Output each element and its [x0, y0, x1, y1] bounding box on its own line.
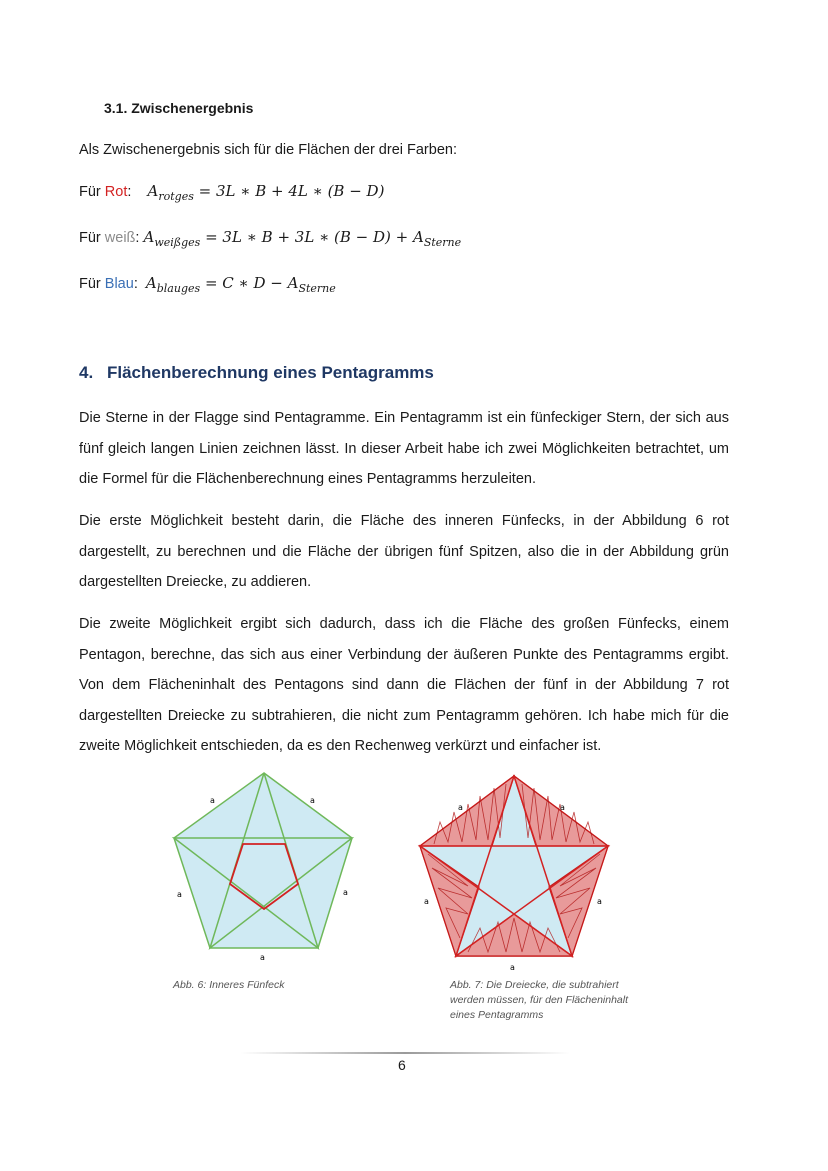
side-label: a	[343, 888, 348, 897]
formula-blue: Für Blau: $A_{blauges} = C$ ∗ $D - A_{Sterne}$	[79, 274, 336, 295]
formula-red: Für Rot: $A_{rotges} = 3L$ ∗ B + 4L ∗ (B − D)	[79, 182, 385, 203]
formula-expression: $A_{rotges} = 3L$ ∗ B + 4L ∗ (B − D)	[147, 182, 385, 203]
side-label: a	[260, 953, 265, 962]
side-label: a	[310, 796, 315, 805]
color-word-blue: Blau	[104, 276, 134, 292]
figure-6-inner-pentagon	[160, 765, 370, 975]
intro-text: Als Zwischenergebnis sich für die Flächen der drei Farben:	[79, 142, 457, 158]
formula-prefix: Für	[79, 276, 101, 292]
side-label: a	[210, 796, 215, 805]
formula-white: Für weiß: $A_{weißges} = 3L$ ∗ B + 3L ∗ $(B - D) + A_{Sterne}$	[79, 228, 462, 249]
side-label: a	[458, 803, 463, 812]
section-title: Flächenberechnung eines Pentagramms	[107, 363, 434, 382]
section-heading	[79, 363, 434, 383]
paragraph-3: Die zweite Möglichkeit ergibt sich dadurch, dass ich die Fläche des großen Fünfecks, einem Pentagon, berechne, das sich aus einer Verbindung der äußeren Punkte des Pentagramms ergibt. Von dem Flächeninhalt des Pentagons sind dann die Flächen der fünf in der Abbildung 7 rot dargestellten Dreiecke zu subtrahieren, die nicht zum Pentagramm gehören. Ich habe mich für die zweite Möglichkeit entschieden, da es den Rechenweg verkürzt und einfacher ist.	[79, 616, 729, 754]
figure-7-subtracted-triangles	[410, 768, 620, 978]
paragraph-2: Die erste Möglichkeit besteht darin, die Fläche des inneren Fünfecks, in der Abbildung 6 rot dargestellt, zu berechnen und die Fläche der übrigen fünf Spitzen, also die in der Abbildung grün dargestellten Dreiecke, zu addieren.	[79, 513, 729, 590]
section-number: 4.	[79, 363, 94, 382]
paragraph-1: Die Sterne in der Flagge sind Pentagramme. Ein Pentagramm ist ein fünfeckiger Stern, der sich aus fünf gleich langen Linien zeichnen lässt. In dieser Arbeit habe ich zwei Möglichkeiten betrachtet, um die Formel für die Flächenberechnung eines Pentagramms herzuleiten.	[79, 410, 729, 487]
side-label: a	[560, 803, 565, 812]
figure-6-caption: Abb. 6: Inneres Fünfeck	[173, 979, 285, 991]
side-label: a	[424, 897, 429, 906]
page-number: 6	[398, 1057, 406, 1073]
side-label: a	[510, 963, 515, 972]
subsection-title: 3.1. Zwischenergebnis	[104, 100, 254, 116]
outer-pentagon	[174, 773, 352, 948]
figure-7-caption: Abb. 7: Die Dreiecke, die subtrahiert werden müssen, für den Flächeninhalt eines Pentagramms	[450, 979, 629, 1021]
formula-prefix: Für	[79, 230, 101, 246]
side-label: a	[177, 890, 182, 899]
color-word-white: weiß	[104, 230, 136, 246]
side-label: a	[597, 897, 602, 906]
formula-expression: $A_{weißges} = 3L$ ∗ B + 3L ∗ $(B - D) + A_{Sterne}$	[143, 228, 462, 249]
footer-divider	[240, 1052, 570, 1054]
formula-prefix: Für	[79, 184, 101, 200]
formula-expression: $A_{blauges} = C$ ∗ $D - A_{Sterne}$	[145, 274, 336, 295]
color-word-red: Rot	[104, 184, 128, 200]
